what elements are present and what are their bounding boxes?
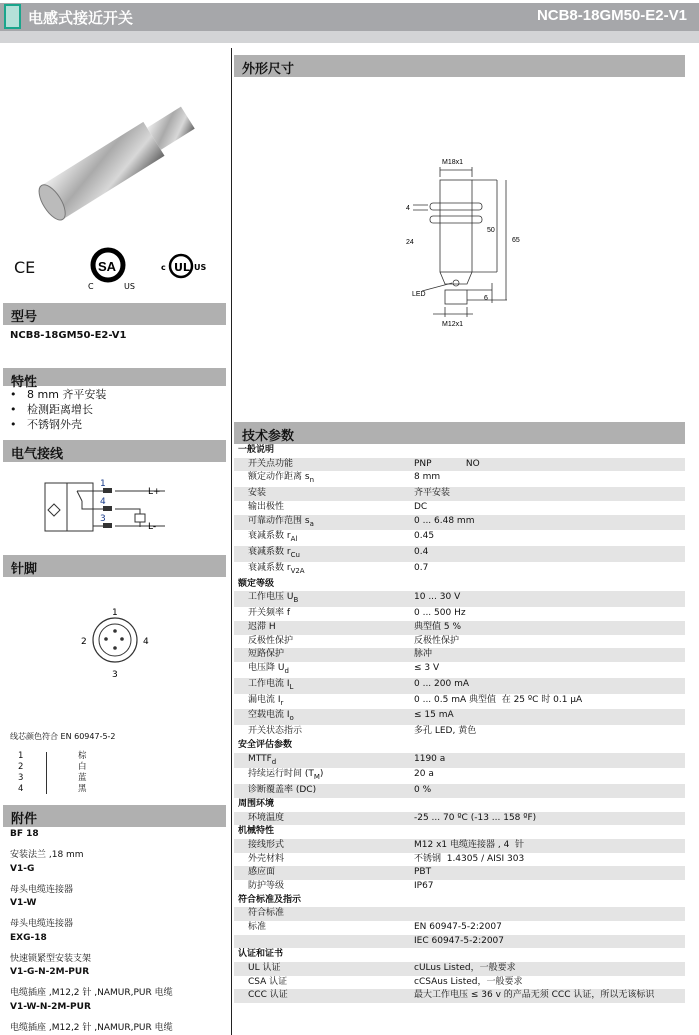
wire-color-note: 线芯颜色符合 EN 60947-5-2 (10, 732, 116, 741)
spec-value: 脉冲 (414, 648, 685, 662)
spec-group-title: 安全评估参数 (238, 739, 293, 750)
svg-text:C: C (88, 282, 94, 290)
spec-value: 0 ... 6.48 mm (414, 515, 685, 531)
spec-value: 最大工作电压 ≤ 36 v 的产品无须 CCC 认证，所以无该标识 (414, 989, 685, 1003)
svg-text:65: 65 (512, 237, 520, 244)
spec-label: 漏电流 $I_r$ (248, 694, 284, 707)
section-model-title: 型号 (3, 303, 226, 325)
section-accessories-title: 附件 (3, 805, 226, 827)
svg-text:M18x1: M18x1 (442, 159, 464, 166)
section-wiring-title: 电气接线 (3, 440, 226, 462)
svg-text:UL: UL (174, 261, 190, 274)
spec-row (234, 607, 685, 621)
terminal-label: L+ (148, 487, 161, 497)
spec-value: 10 ... 30 V (414, 591, 685, 607)
spec-label: 符合标准 (234, 907, 414, 921)
feature-item: • 不锈钢外壳 (10, 418, 82, 431)
spec-group-title: 符合标准及指示 (238, 894, 302, 905)
spec-group-row (234, 739, 685, 753)
spec-row (234, 678, 685, 694)
accessory-desc: 快速锁紧型安装支架 (10, 953, 92, 964)
accessory-desc: 母头电缆连接器 (10, 884, 74, 895)
spec-label: UL 认证 (234, 962, 414, 976)
spec-value (414, 907, 685, 921)
spec-group-row (234, 798, 685, 812)
terminal-label: L- (148, 522, 157, 532)
pin-label: 3 (100, 514, 106, 524)
csa-logo-icon (88, 245, 140, 290)
accessory-desc: 安装法兰 ,18 mm (10, 850, 84, 860)
spec-row (234, 976, 685, 990)
feature-item: • 8 mm 齐平安装 (10, 388, 107, 401)
spec-row (234, 487, 685, 501)
spec-label: CCC 认证 (234, 989, 414, 1003)
spec-label: $MTTF_d$ (234, 753, 414, 769)
accessory-name[interactable]: V1-W-N-2M-PUR (10, 1001, 91, 1012)
brand-square-icon (4, 4, 21, 29)
spec-value: PBT (414, 866, 685, 880)
spec-row (234, 989, 685, 1003)
spec-value: 反极性保护 (414, 635, 460, 646)
spec-label: 标准 (248, 922, 267, 932)
spec-row (234, 812, 685, 826)
svg-text:6: 6 (484, 295, 488, 302)
spec-label: 迟滞 H (234, 621, 414, 635)
spec-label: 衰减系数 $r_{V2A}$ (248, 562, 305, 575)
divider (46, 752, 47, 794)
spec-value: ≤ 3 V (414, 662, 440, 673)
spec-value: 0.7 (414, 562, 429, 573)
product-category-title: 电感式接近开关 (28, 9, 134, 27)
spec-row (234, 471, 685, 487)
spec-value: 0.4 (414, 546, 685, 562)
spec-label: 防护等级 (248, 880, 285, 891)
svg-text:M12x1: M12x1 (442, 321, 464, 328)
ce-mark-icon: CE (14, 258, 36, 277)
spec-row (234, 635, 685, 649)
feature-item: • 检测距离增长 (10, 403, 93, 416)
svg-text:50: 50 (487, 227, 495, 234)
svg-text:LED: LED (412, 291, 426, 298)
section-specs-title: 技术参数 (234, 422, 685, 444)
svg-text:US: US (124, 282, 135, 290)
spec-row (234, 935, 685, 949)
spec-row (234, 621, 685, 635)
product-model-title: NCB8-18GM50-E2-V1 (536, 7, 687, 24)
svg-text:SA: SA (98, 259, 117, 274)
dimension-drawing (400, 150, 530, 340)
spec-row (234, 648, 685, 662)
accessory-desc: 母头电缆连接器 (10, 919, 74, 929)
spec-value: 0 ... 0.5 mA 典型值 在 25 ºC 时 0.1 µA (414, 694, 583, 705)
spec-group-row (234, 578, 685, 592)
spec-label: 工作电压 $U_B$ (234, 591, 414, 607)
spec-value: M12 x1 电缆连接器 , 4 针 (414, 839, 685, 853)
wire-color-row: 4 黑 (18, 784, 87, 794)
spec-label: 感应面 (234, 866, 414, 880)
spec-label (234, 935, 414, 949)
spec-label: 安装 (234, 487, 414, 501)
spec-label: 短路保护 (234, 648, 414, 662)
spec-row (234, 725, 685, 739)
spec-label: 输出极性 (248, 501, 285, 512)
spec-row (234, 515, 685, 531)
spec-row (234, 530, 685, 546)
spec-value: 0 ... 500 Hz (414, 608, 466, 619)
accessory-name[interactable]: EXG-18 (10, 932, 47, 943)
pin-label: 4 (100, 497, 106, 507)
spec-value: cULus Listed，一般要求 (414, 962, 685, 976)
spec-row (234, 458, 685, 472)
header-bar (0, 3, 699, 31)
wire-color-table (18, 751, 87, 795)
accessory-desc: 电缆插座 ,M12,2 针 ,NAMUR,PUR 电缆 (10, 1022, 173, 1033)
wire-color-row: 3 蓝 (18, 773, 87, 783)
spec-label: 接线形式 (234, 839, 414, 853)
product-photo (30, 85, 210, 235)
accessory-desc: 电缆插座 ,M12,2 针 ,NAMUR,PUR 电缆 (10, 988, 173, 998)
spec-group-row (234, 444, 685, 458)
spec-value: 1190 a (414, 753, 685, 769)
spec-value: 8 mm (414, 472, 441, 483)
spec-value: IP67 (414, 880, 434, 891)
spec-row (234, 562, 685, 578)
spec-label: 空载电流 $I_o$ (234, 709, 414, 725)
spec-value: -25 ... 70 ºC (-13 ... 158 ºF) (414, 812, 685, 826)
spec-row (234, 501, 685, 515)
section-pinout-title: 针脚 (3, 555, 226, 577)
spec-row (234, 880, 685, 894)
spec-row (234, 853, 685, 867)
spec-group-row (234, 825, 685, 839)
spec-row (234, 546, 685, 562)
ul-logo-icon (160, 250, 215, 280)
spec-label: 衰减系数 $r_{Cu}$ (234, 546, 414, 562)
spec-value: 20 a (414, 769, 434, 780)
spec-row (234, 921, 685, 935)
spec-label: 额定动作距离 $s_n$ (248, 472, 314, 485)
accessory-name[interactable]: V1-G (10, 863, 35, 874)
spec-group-title: 认证和证书 (238, 949, 284, 960)
svg-text:1: 1 (112, 608, 118, 618)
svg-text:2: 2 (81, 637, 87, 647)
spec-row (234, 839, 685, 853)
column-divider (231, 48, 232, 1035)
spec-row (234, 866, 685, 880)
spec-value: cCSAus Listed，一般要求 (414, 976, 523, 987)
spec-label: 开关点功能 (234, 458, 414, 472)
spec-label: CSA 认证 (248, 976, 288, 987)
svg-text:4: 4 (143, 637, 149, 647)
spec-value: IEC 60947-5-2:2007 (414, 935, 685, 949)
spec-value: ≤ 15 mA (414, 709, 685, 725)
spec-row (234, 907, 685, 921)
spec-row (234, 753, 685, 769)
spec-row (234, 662, 685, 678)
spec-label: 工作电流 $I_L$ (234, 678, 414, 694)
spec-row (234, 784, 685, 798)
spec-value: 0.45 (414, 531, 435, 542)
spec-group-row (234, 948, 685, 962)
features-list (10, 387, 106, 432)
spec-value: DC (414, 501, 428, 512)
spec-group-title: 额定等级 (238, 578, 275, 589)
accessory-name[interactable]: V1-W (10, 898, 37, 908)
spec-group-row (234, 894, 685, 908)
spec-group-title: 一般说明 (238, 445, 275, 455)
spec-value: 齐平安装 (414, 487, 685, 501)
svg-text:c: c (161, 263, 166, 272)
svg-text:24: 24 (406, 239, 414, 246)
accessory-name[interactable]: BF 18 (10, 829, 39, 839)
specs-table (234, 444, 685, 1003)
wire-color-row: 2 白 (18, 762, 87, 772)
spec-group-title: 周围环境 (238, 798, 275, 809)
wire-color-row: 1 棕 (18, 751, 87, 761)
spec-row (234, 709, 685, 725)
spec-label: 开关频率 f (248, 608, 291, 619)
spec-label: 反极性保护 (248, 635, 294, 646)
spec-value: 不锈钢 1.4305 / AISI 303 (414, 853, 525, 864)
spec-label: 衰减系数 $r_{Al}$ (248, 531, 298, 544)
spec-label: 电压降 $U_d$ (248, 662, 289, 675)
spec-group-title: 机械特性 (238, 826, 275, 837)
spec-value: 0 ... 200 mA (414, 678, 685, 694)
spec-value: 多孔 LED, 黄色 (414, 726, 477, 737)
svg-text:3: 3 (112, 670, 118, 680)
section-features-title: 特性 (3, 368, 226, 386)
spec-row (234, 768, 685, 784)
spec-label: 环境温度 (234, 812, 414, 826)
pin-label: 1 (100, 479, 106, 489)
spec-label: 可靠动作范围 $s_a$ (234, 515, 414, 531)
svg-text:4: 4 (406, 205, 410, 212)
spec-value: EN 60947-5-2:2007 (414, 922, 502, 932)
spec-value: PNP NO (414, 458, 685, 472)
spec-row (234, 591, 685, 607)
spec-label: 持续运行时间 $(T_M)$ (248, 769, 324, 782)
spec-value: 0 % (414, 784, 685, 798)
wiring-diagram (40, 475, 170, 535)
spec-label: 外壳材料 (248, 853, 285, 864)
spec-label: 诊断覆盖率 (DC) (234, 784, 414, 798)
spec-row (234, 694, 685, 710)
pinout-diagram (75, 605, 155, 680)
model-value: NCB8-18GM50-E2-V1 (10, 330, 127, 341)
accessory-name[interactable]: V1-G-N-2M-PUR (10, 967, 90, 977)
spec-value: 典型值 5 % (414, 621, 685, 635)
spec-row (234, 962, 685, 976)
section-dimensions-title: 外形尺寸 (234, 55, 685, 77)
svg-text:US: US (194, 263, 207, 272)
header-subbar (0, 31, 699, 43)
spec-label: 开关状态指示 (248, 726, 303, 737)
